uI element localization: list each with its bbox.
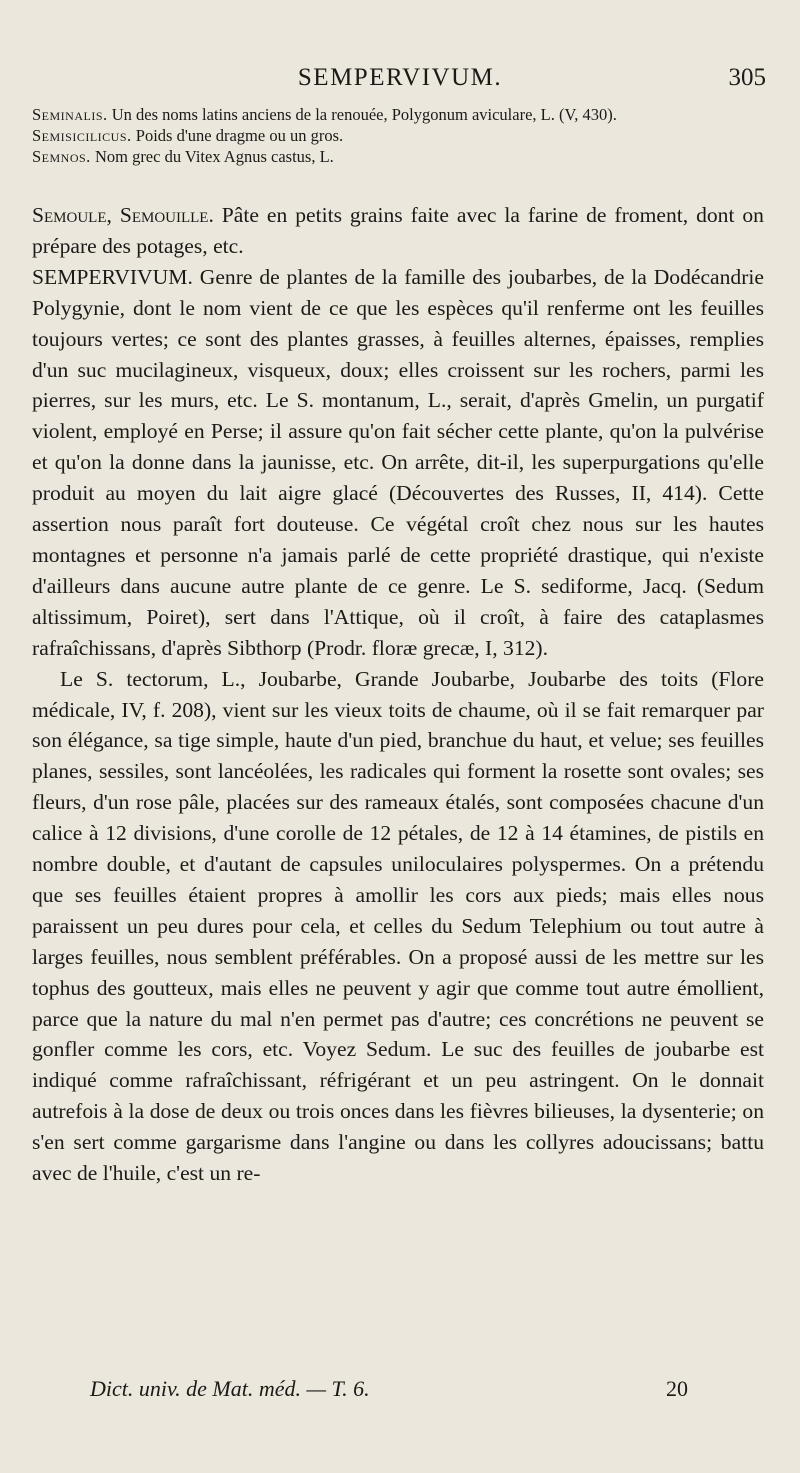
entry-text: Pâte en petits grains faite avec la farine de froment, dont on prépare des potages, etc. (32, 203, 764, 258)
entry-sempervivum (32, 262, 764, 664)
entry-text: Genre de plantes de la famille des joubarbes, de la Dodécandrie Polygynie, dont le nom vient de ce que les espèces qu'il renferme ont les feuilles toujours vertes; ce sont des plantes grasses, à feuilles alternes, épaisses, remplies d'un suc mucilagineux, visqueux, doux; elles croissent sur les rochers, parmi les pierres, sur les murs, etc. Le S. montanum, L., serait, d'après Gmelin, un purgatif violent, employé en Perse; il assure qu'on fait sécher cette plante, qu'on la pulvérise et qu'on la donne dans la jaunisse, etc. On arrête, dit-il, les superpurgations qu'elle produit au moyen du lait aigre glacé (Découvertes des Russes, II, 414). Cette assertion nous paraît fort douteuse. Ce végétal croît chez nous sur les hautes montagnes et personne n'a jamais parlé de cette propriété drastique, qui n'existe d'ailleurs dans aucune autre plante de ce genre. Le S. sediforme, Jacq. (Sedum altissimum, Poiret), sert dans l'Attique, où il croît, à faire des cataplasmes rafraîchissans, d'après Sibthorp (Prodr. floræ grecæ, I, 312). (32, 264, 765, 660)
main-text (32, 200, 764, 1189)
entry-head: SEMPERVIVUM. (32, 264, 193, 289)
printer-signature (90, 1376, 730, 1402)
running-title: SEMPERVIVUM. (297, 64, 503, 91)
entry-sempervivum-tectorum (32, 664, 764, 1189)
entry-semisicilicus (32, 125, 764, 146)
entry-seminalis (32, 104, 764, 125)
entry-semoule (32, 200, 764, 262)
entry-text: Poids d'une dragme ou un gros. (135, 126, 344, 145)
signature-text: Dict. univ. de Mat. méd. — T. 6. (90, 1376, 370, 1401)
entry-text: Nom grec du Vitex Agnus castus, L. (94, 147, 334, 166)
entry-semnos (32, 146, 764, 167)
entry-head: Seminalis. (32, 105, 108, 124)
signature-number: 20 (666, 1376, 688, 1401)
entry-head: Semoule, Semouille. (32, 203, 214, 227)
entry-head: Semisicilicus. (32, 126, 132, 145)
running-header (0, 62, 800, 102)
page-number: 305 (728, 64, 766, 91)
entry-text: Un des noms latins anciens de la renouée, Polygonum aviculare, L. (V, 430). (111, 105, 617, 124)
entry-head: Semnos. (32, 147, 91, 166)
entry-text: Le S. tectorum, L., Joubarbe, Grande Joubarbe, Joubarbe des toits (Flore médicale, IV, f. 208), vient sur les vieux toits de chaume, où il se fait remarquer par son élégance, sa tige simple, haute d'un pied, branchue du haut, et velue; ses feuilles planes, sessiles, sont lancéolées, les radicales qui forment la rosette sont ovales; ses fleurs, d'un rose pâle, placées sur des rameaux étalés, sont composées chacune d'un calice à 12 divisions, d'une corolle de 12 pétales, de 12 à 14 étamines, de pistils en nombre double, et d'autant de capsules uniloculaires polyspermes. On a prétendu que ses feuilles étaient propres à amollir les cors aux pieds; mais elles nous paraissent un peu dures pour cela, et celles du Sedum Telephium ou tout autre à larges feuilles, nous semblent préférables. On a proposé aussi de les mettre sur les tophus des goutteux, mais elles ne peuvent y agir que comme tout autre émollient, parce que la nature du mal n'en permet pas d'autre; ces concrétions ne peuvent se gonfler comme les cors, etc. Voyez Sedum. Le suc des feuilles de joubarbe est indiqué comme rafraîchissant, réfrigérant et un peu astringent. On le donnait autrefois à la dose de deux ou trois onces dans les fièvres bilieuses, la dysenterie; on s'en sert comme gargarisme dans l'angine ou dans les collyres adoucissans; battu avec de l'huile, c'est un re- (32, 666, 764, 1186)
small-entries (32, 104, 764, 167)
